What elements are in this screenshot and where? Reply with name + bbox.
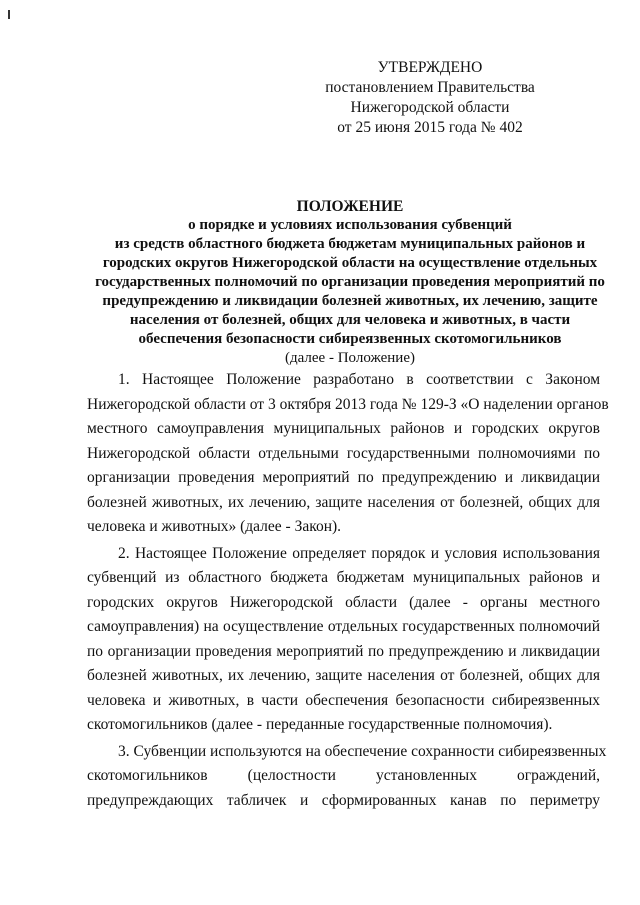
paragraph-line: Нижегородской области от 3 октября 2013 года № 129-З «О наделении органов <box>87 395 609 413</box>
approval-stamp <box>300 58 560 138</box>
title-heading: ПОЛОЖЕНИЕ <box>296 198 404 215</box>
approval-line: постановлением Правительства <box>325 79 535 96</box>
paragraph-line: предупреждающих табличек и сформированных канав по периметру <box>87 791 600 809</box>
paragraph-3 <box>87 740 607 814</box>
title-line: обеспечения безопасности сибиреязвенных скотомогильников <box>138 331 562 347</box>
document-title <box>60 197 640 368</box>
paragraph-line: местного самоуправления муниципальных районов и городских округов <box>87 420 600 437</box>
approval-line: от 25 июня 2015 года № 402 <box>337 119 523 136</box>
title-line: городских округов Нижегородской области на осуществление отдельных <box>102 255 598 271</box>
paragraph-line: болезней животных, их лечению, защите населения от болезней, общих для <box>87 667 600 684</box>
paragraph-line: самоуправления) на осуществление отдельных государственных полномочий <box>87 618 600 635</box>
scan-mark <box>8 10 10 19</box>
paragraph-line: 2. Настоящее Положение определяет порядок и условия использования <box>118 544 600 562</box>
paragraph-line: болезней животных, их лечению, защите населения от болезней, общих для <box>87 493 600 511</box>
paragraph-line: 1. Настоящее Положение разработано в соответствии с Законом <box>118 371 600 388</box>
paragraph-line: субвенций из областного бюджета бюджетам муниципальных районов и <box>87 569 600 586</box>
paragraph-line: по организации проведения мероприятий по предупреждению и ликвидации <box>87 642 600 660</box>
title-line: населения от болезней, общих для человека и животных, в части <box>129 312 571 328</box>
paragraph-line: городских округов Нижегородской области (далее - органы местного <box>87 593 600 611</box>
document-body <box>87 368 609 813</box>
title-line: предупреждению и ликвидации болезней животных, их лечению, защите <box>102 293 598 309</box>
paragraph-line: организации проведения мероприятий по предупреждению и ликвидации <box>87 469 600 486</box>
paragraph-line: человека и животных» (далее - Закон). <box>87 518 342 535</box>
title-line: из средств областного бюджета бюджетам муниципальных районов и <box>114 236 586 252</box>
approval-line: УТВЕРЖДЕНО <box>377 59 483 76</box>
paragraph-2 <box>87 542 600 738</box>
paragraph-1 <box>87 368 609 540</box>
title-note: (далее - Положение) <box>285 350 415 366</box>
approval-line: Нижегородской области <box>350 99 510 116</box>
title-line: о порядке и условиях использования субвенций <box>188 217 512 233</box>
paragraph-line: Нижегородской области отдельными государственными полномочиями по <box>87 444 600 462</box>
paragraph-line: скотомогильников (далее - переданные государственные полномочия). <box>87 716 553 733</box>
paragraph-line: скотомогильников (целостности установленных ограждений, <box>87 767 600 784</box>
paragraph-line: человека и животных, в части обеспечения безопасности сибиреязвенных <box>87 691 600 709</box>
paragraph-line: 3. Субвенции используются на обеспечение сохранности сибиреязвенных <box>118 742 607 760</box>
title-line: государственных полномочий по организации проведения мероприятий по <box>95 274 605 290</box>
